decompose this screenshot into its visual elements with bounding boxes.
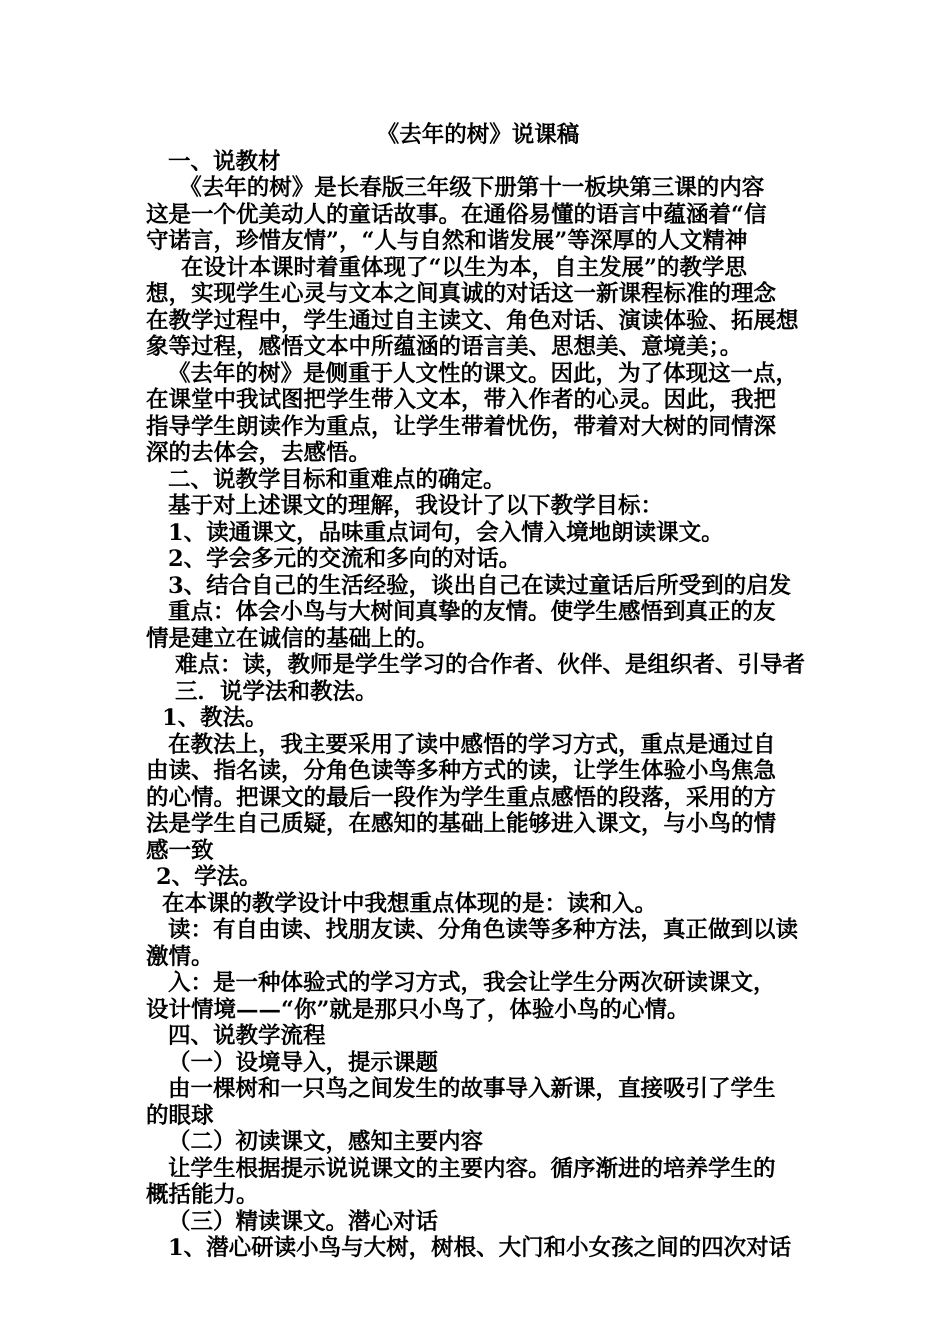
text-line: （二）初读课文，感知主要内容 bbox=[168, 1129, 484, 1155]
text-line: 读：有自由读、找朋友读、分角色读等多种方法，真正做到以读 bbox=[168, 917, 799, 943]
text-line: 二、说教学目标和重难点的确定。 bbox=[168, 466, 506, 493]
text-line: 概括能力。 bbox=[146, 1182, 259, 1208]
text-line: 在教法上，我主要采用了读中感悟的学习方式，重点是通过自 bbox=[168, 731, 776, 758]
text-line: 《去年的树》是侧重于人文性的课文。因此，为了体现这一点， bbox=[168, 360, 799, 387]
text-line: 守诺言，珍惜友情”，“人与自然和谐发展”等深厚的人文精神 bbox=[146, 228, 748, 254]
text-line: 设计情境——“你”就是那只小鸟了，体验小鸟的心情。 bbox=[146, 996, 690, 1023]
text-line: 1、教法。 bbox=[162, 705, 268, 731]
text-line: 深的去体会，去感悟。 bbox=[146, 440, 372, 466]
text-line: 想，实现学生心灵与文本之间真诚的对话这一新课程标准的理念 bbox=[146, 281, 777, 307]
text-line: 1、潜心研读小鸟与大树，树根、大门和小女孩之间的四次对话 bbox=[168, 1235, 792, 1261]
text-line: 激情。 bbox=[146, 943, 214, 970]
text-line: 2、学会多元的交流和多向的对话。 bbox=[168, 546, 522, 572]
text-line: 重点：体会小鸟与大树间真挚的友情。使学生感悟到真正的友 bbox=[168, 599, 776, 625]
document-body bbox=[146, 122, 810, 1262]
text-line: 法是学生自己质疑，在感知的基础上能够进入课文，与小鸟的情 bbox=[146, 811, 777, 837]
text-line: 在教学过程中，学生通过自主读文、角色对话、演读体验、拓展想 bbox=[146, 307, 799, 334]
document-title: 《去年的树》说课稿 bbox=[376, 122, 580, 148]
text-line: 的眼球 bbox=[146, 1102, 214, 1129]
text-line: 在本课的教学设计中我想重点体现的是：读和入。 bbox=[162, 890, 658, 917]
text-line: 由一棵树和一只鸟之间发生的故事导入新课，直接吸引了学生 bbox=[168, 1076, 776, 1102]
text-line: 感一致 bbox=[146, 837, 214, 864]
text-line: 一、说教材 bbox=[168, 148, 281, 175]
text-line: 基于对上述课文的理解，我设计了以下教学目标： bbox=[168, 493, 664, 519]
text-line: 1、读通课文，品味重点词句，会入情入境地朗读课文。 bbox=[168, 519, 724, 546]
text-line: 指导学生朗读作为重点，让学生带着忧伤，带着对大树的同情深 bbox=[146, 413, 777, 440]
text-line: 象等过程，感悟文本中所蕴涵的语言美、思想美、意境美；。 bbox=[146, 334, 743, 360]
text-line: 《去年的树》是长春版三年级下册第十一板块第三课的内容 bbox=[168, 175, 765, 201]
text-line: 情是建立在诚信的基础上的。 bbox=[146, 625, 439, 652]
text-line: 的心情。把课文的最后一段作为学生重点感悟的段落，采用的方 bbox=[146, 784, 777, 811]
text-line: 在课堂中我试图把学生带入文本，带入作者的心灵。因此，我把 bbox=[146, 387, 777, 413]
text-line: 这是一个优美动人的童话故事。在通俗易懂的语言中蕴涵着“信 bbox=[146, 201, 767, 228]
text-line: 入：是一种体验式的学习方式，我会让学生分两次研读课文， bbox=[168, 970, 776, 996]
text-line: 难点：读，教师是学生学习的合作者、伙伴、是组织者、引导者 bbox=[175, 652, 806, 678]
text-line: 在设计本课时着重体现了“以生为本，自主发展”的教学思 bbox=[181, 254, 747, 281]
text-line: 3、结合自己的生活经验，谈出自己在读过童话后所受到的启发 bbox=[168, 572, 792, 599]
text-line: 让学生根据提示说说课文的主要内容。循序渐进的培养学生的 bbox=[168, 1155, 776, 1182]
text-line: （三）精读课文。潜心对话 bbox=[168, 1208, 439, 1235]
text-line: 四、说教学流程 bbox=[168, 1023, 326, 1049]
text-line: （一）设境导入，提示课题 bbox=[168, 1049, 439, 1076]
text-line: 三．说学法和教法。 bbox=[175, 678, 378, 705]
text-line: 2、学法。 bbox=[156, 864, 262, 890]
text-line: 由读、指名读，分角色读等多种方式的读，让学生体验小鸟焦急 bbox=[146, 758, 777, 784]
